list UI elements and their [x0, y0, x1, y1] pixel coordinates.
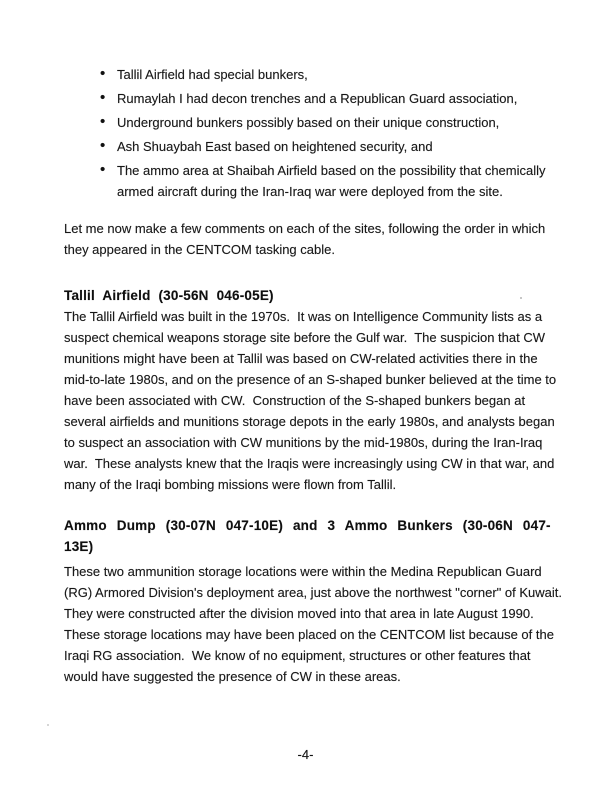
text-line: many of the Iraqi bombing missions were flown from Tallil.	[64, 477, 397, 492]
text-line: • Tallil Airfield had special bunkers,	[117, 67, 308, 82]
text-line: they appeared in the CENTCOM tasking cable.	[64, 242, 335, 257]
bullet-item	[117, 160, 564, 202]
text-line: would have suggested the presence of CW in these areas.	[64, 669, 401, 684]
section-heading-ammo: Ammo Dump (30-07N 047-10E) and 3 Ammo Bunkers (30-06N 047-13E)	[64, 518, 551, 554]
text-line: armed aircraft during the Iran-Iraq war were deployed from the site.	[117, 184, 503, 199]
intro-paragraph	[64, 218, 564, 260]
text-line: • Rumaylah I had decon trenches and a Republican Guard association,	[117, 91, 518, 106]
section-body-tallil	[64, 306, 564, 495]
page-number: -4-	[297, 747, 314, 762]
text-line: several airfields and munitions storage depots in the early 1980s, and analysts began	[64, 414, 555, 429]
text-line: • Underground bunkers possibly based on their unique construction,	[117, 115, 500, 130]
text-line: • The ammo area at Shaibah Airfield based on the possibility that chemically	[117, 163, 546, 178]
bullet-item	[117, 112, 564, 133]
bullet-item	[117, 136, 564, 157]
text-line: (RG) Armored Division's deployment area, just above the northwest "corner" of Kuwait.	[64, 585, 562, 600]
text-line: mid-to-late 1980s, and on the presence of an S-shaped bunker believed at the time to	[64, 372, 557, 387]
section-ammo-dump	[64, 515, 564, 687]
text-line: They were constructed after the division moved into that area in late August 1990.	[64, 606, 534, 621]
text-line: war. These analysts knew that the Iraqis were increasingly using CW in that war, and	[64, 456, 555, 471]
text-line: These storage locations may have been placed on the CENTCOM list because of the	[64, 627, 554, 642]
text-line: • Ash Shuaybah East based on heightened security, and	[117, 139, 433, 154]
bullet-item	[117, 64, 564, 85]
scan-speck	[47, 724, 49, 726]
section-body-ammo	[64, 561, 564, 687]
text-line: Let me now make a few comments on each of the sites, following the order in which	[64, 221, 546, 236]
text-line: These two ammunition storage locations were within the Medina Republican Guard	[64, 564, 542, 579]
text-line: Iraqi RG association. We know of no equipment, structures or other features that	[64, 648, 531, 663]
scan-speck	[520, 297, 522, 299]
bullet-list	[64, 64, 564, 202]
text-line: The Tallil Airfield was built in the 1970s. It was on Intelligence Community lists as a	[64, 309, 543, 324]
text-line: suspect chemical weapons storage site before the Gulf war. The suspicion that CW	[64, 330, 545, 345]
bullet-item	[117, 88, 564, 109]
section-heading-tallil: Tallil Airfield (30-56N 046-05E)	[64, 288, 274, 303]
section-tallil-airfield	[64, 285, 564, 495]
page-content	[64, 64, 564, 687]
text-line: munitions might have been at Tallil was based on CW-related activities there in the	[64, 351, 538, 366]
text-line: have been associated with CW. Construction of the S-shaped bunkers began at	[64, 393, 526, 408]
text-line: to suspect an association with CW munitions by the mid-1980s, during the Iran-Iraq	[64, 435, 543, 450]
